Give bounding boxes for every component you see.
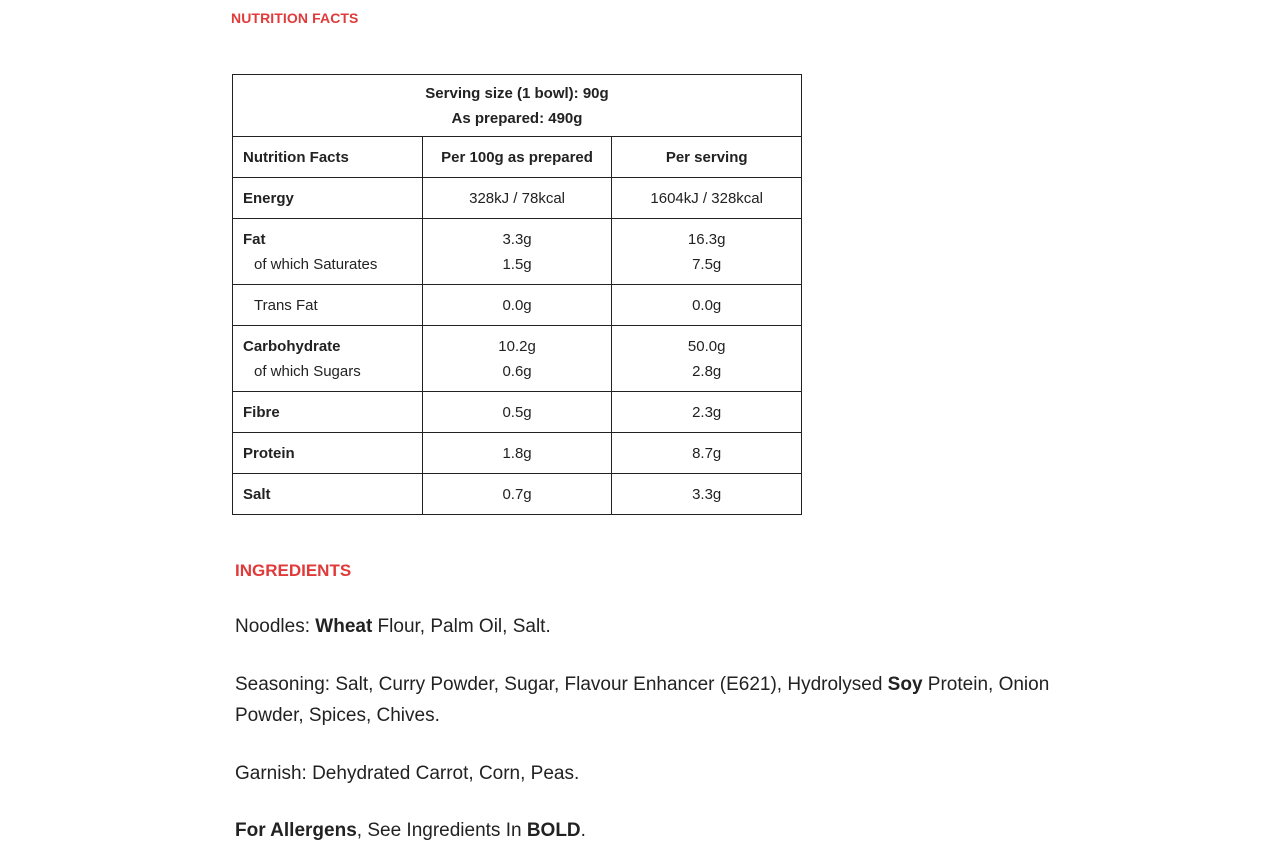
column-header-per-serving: Per serving bbox=[612, 137, 802, 178]
allergens-bold-word: BOLD bbox=[526, 820, 581, 841]
per-serving-cell bbox=[612, 326, 802, 392]
per-serving-subvalue: 2.8g bbox=[692, 362, 722, 380]
per-serving-value: 16.3g bbox=[687, 230, 726, 248]
per-serving-subvalue: 7.5g bbox=[692, 255, 722, 273]
table-row-fibre bbox=[233, 392, 802, 433]
nutrient-label-cell bbox=[233, 219, 423, 285]
table-row-salt bbox=[233, 474, 802, 515]
table-row-carbohydrate bbox=[233, 326, 802, 392]
nutrition-facts-heading: NUTRITION FACTS bbox=[231, 10, 359, 26]
nutrient-label: Fibre bbox=[233, 392, 423, 433]
column-header-per100: Per 100g as prepared bbox=[422, 137, 612, 178]
table-row-fat bbox=[233, 219, 802, 285]
nutrition-table bbox=[232, 74, 802, 515]
column-header-nutrient: Nutrition Facts bbox=[233, 137, 423, 178]
per-serving-value: 2.3g bbox=[612, 392, 802, 433]
table-row-protein bbox=[233, 433, 802, 474]
per-serving-value: 0.0g bbox=[612, 285, 802, 326]
seasoning-ingredients bbox=[235, 669, 1095, 731]
nutrient-label-cell bbox=[233, 285, 423, 326]
allergens-note bbox=[235, 815, 1095, 846]
per100-value: 1.8g bbox=[422, 433, 612, 474]
per-serving-cell bbox=[612, 219, 802, 285]
allergen-soy: Soy bbox=[887, 674, 923, 695]
ingredients-heading: INGREDIENTS bbox=[235, 561, 352, 580]
per100-subvalue: 0.6g bbox=[502, 362, 532, 380]
serving-info-cell bbox=[233, 75, 802, 137]
per-serving-value: 3.3g bbox=[612, 474, 802, 515]
noodles-rest: Flour, Palm Oil, Salt. bbox=[372, 616, 551, 637]
nutrient-label-cell bbox=[233, 326, 423, 392]
table-row-trans-fat bbox=[233, 285, 802, 326]
per100-cell bbox=[422, 326, 612, 392]
nutrient-sublabel: of which Saturates bbox=[254, 255, 378, 273]
serving-row bbox=[233, 75, 802, 137]
seasoning-rest: Protein, Onion Powder, Spices, Chives. bbox=[235, 674, 1050, 726]
allergens-middle: , See Ingredients In bbox=[356, 820, 527, 841]
nutrient-sublabel: of which Sugars bbox=[254, 362, 361, 380]
per100-cell bbox=[422, 219, 612, 285]
per-serving-value: 50.0g bbox=[687, 337, 726, 355]
allergens-end: . bbox=[580, 820, 586, 841]
allergens-label: For Allergens bbox=[235, 820, 357, 841]
noodles-prefix: Noodles: bbox=[235, 616, 316, 637]
nutrient-label: Protein bbox=[233, 433, 423, 474]
seasoning-prefix: Seasoning: Salt, Curry Powder, Sugar, Flavour Enhancer (E621), Hydrolysed bbox=[235, 674, 888, 695]
per100-value: 0.7g bbox=[422, 474, 612, 515]
noodles-ingredients bbox=[235, 611, 1095, 642]
as-prepared: As prepared: 490g bbox=[451, 109, 583, 127]
per-serving-value: 8.7g bbox=[612, 433, 802, 474]
nutrient-sublabel: Trans Fat bbox=[254, 296, 318, 314]
garnish-ingredients: Garnish: Dehydrated Carrot, Corn, Peas. bbox=[235, 763, 580, 784]
nutrient-label: Salt bbox=[233, 474, 423, 515]
per-serving-value: 1604kJ / 328kcal bbox=[612, 178, 802, 219]
per100-value: 0.0g bbox=[422, 285, 612, 326]
table-row-energy bbox=[233, 178, 802, 219]
per100-subvalue: 1.5g bbox=[502, 255, 532, 273]
nutrient-label: Energy bbox=[233, 178, 423, 219]
per100-value: 328kJ / 78kcal bbox=[422, 178, 612, 219]
nutrient-label: Fat bbox=[243, 230, 266, 248]
per100-value: 0.5g bbox=[422, 392, 612, 433]
nutrient-label: Carbohydrate bbox=[243, 337, 341, 355]
per100-value: 10.2g bbox=[498, 337, 536, 355]
per100-value: 3.3g bbox=[502, 230, 532, 248]
table-header-row bbox=[233, 137, 802, 178]
serving-size: Serving size (1 bowl): 90g bbox=[425, 84, 609, 102]
allergen-wheat: Wheat bbox=[315, 616, 373, 637]
